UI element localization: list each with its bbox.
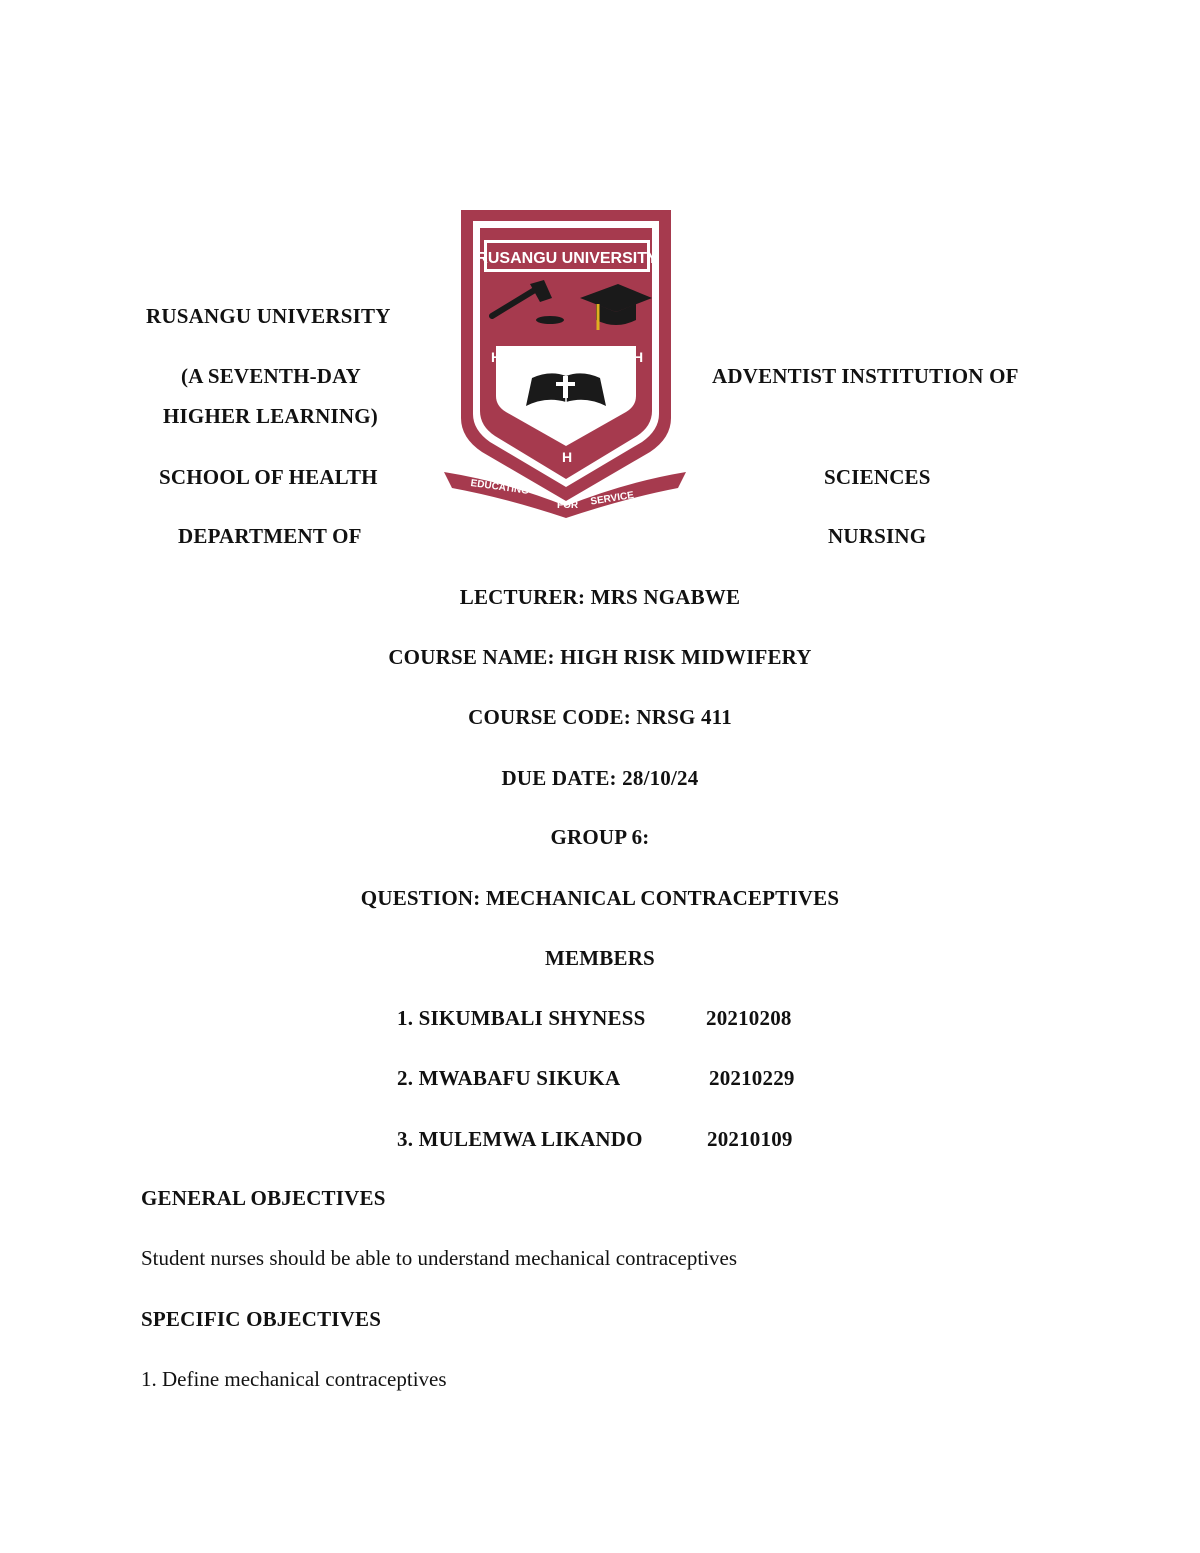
due-date-line: DUE DATE: 28/10/24 xyxy=(501,766,699,790)
specific-objective-1: 1. Define mechanical contraceptives xyxy=(141,1367,447,1391)
crest-motto-3: SERVICE xyxy=(589,489,635,508)
member-3-name: 3. MULEMWA LIKANDO xyxy=(397,1127,643,1151)
bible-cross-icon xyxy=(526,373,606,406)
affiliation-right: ADVENTIST INSTITUTION OF xyxy=(712,364,1019,388)
course-code-line: COURSE CODE: NRSG 411 xyxy=(468,705,732,729)
university-name: RUSANGU UNIVERSITY xyxy=(146,304,391,328)
crest-letter-bottom: H xyxy=(562,449,573,465)
members-heading: MEMBERS xyxy=(545,946,655,970)
lecturer-line: LECTURER: MRS NGABWE xyxy=(459,585,741,609)
general-objectives-text: Student nurses should be able to understand mechanical contraceptives xyxy=(141,1246,737,1270)
school-left: SCHOOL OF HEALTH xyxy=(159,465,378,489)
school-right: SCIENCES xyxy=(824,465,931,489)
member-3-id: 20210109 xyxy=(707,1127,793,1151)
member-1-id: 20210208 xyxy=(706,1006,792,1030)
affiliation-left-1: (A SEVENTH-DAY xyxy=(181,364,361,388)
crest-motto-1: EDUCATING xyxy=(469,477,530,497)
crest-letter-left: H xyxy=(491,349,502,365)
department-left: DEPARTMENT OF xyxy=(178,524,362,548)
group-line: GROUP 6: xyxy=(550,825,650,849)
general-objectives-heading: GENERAL OBJECTIVES xyxy=(141,1186,386,1210)
member-2-name: 2. MWABAFU SIKUKA xyxy=(397,1066,621,1090)
course-name-line: COURSE NAME: HIGH RISK MIDWIFERY xyxy=(388,645,812,669)
question-line: QUESTION: MECHANICAL CONTRACEPTIVES xyxy=(360,886,840,910)
department-right: NURSING xyxy=(828,524,927,548)
member-2-id: 20210229 xyxy=(709,1066,795,1090)
affiliation-left-2: HIGHER LEARNING) xyxy=(163,404,378,428)
crest-banner-text: RUSANGU UNIVERSITY xyxy=(476,250,658,267)
university-crest-logo xyxy=(440,206,690,518)
crest-motto-2: FOR xyxy=(557,500,579,511)
crest-letter-right: H xyxy=(633,349,644,365)
member-1-name: 1. SIKUMBALI SHYNESS xyxy=(397,1006,646,1030)
specific-objectives-heading: SPECIFIC OBJECTIVES xyxy=(141,1307,382,1331)
